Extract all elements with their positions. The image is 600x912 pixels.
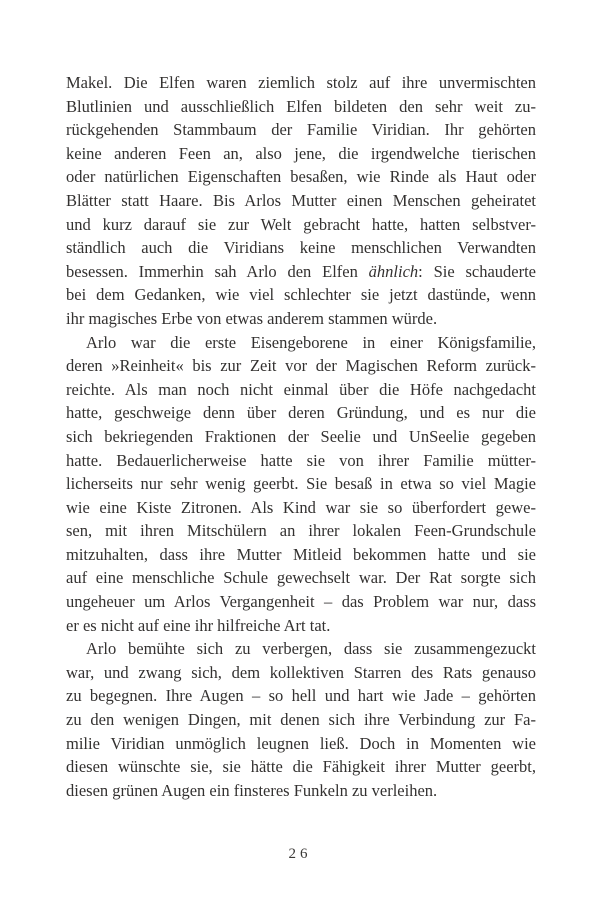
text-line: diesen wünschte sie, sie hätte die Fähigkeit ihrer Mutter geerbt, xyxy=(66,757,536,777)
text-line: diesen grünen Augen ein finsteres Funkeln zu verleihen. xyxy=(66,780,438,800)
text-line: oder natürlichen Eigenschaften besaßen, wie Rinde als Haut oder xyxy=(66,167,536,187)
text-block xyxy=(66,71,536,802)
paragraph xyxy=(66,331,536,638)
text-line: sich bekriegenden Fraktionen der Seelie und UnSeelie gegeben xyxy=(66,426,536,446)
text-line: bei dem Gedanken, wie viel schlechter sie jetzt dastünde, wenn xyxy=(66,285,536,305)
text-line: hatte. Bedauerlicherweise hatte sie von ihrer Familie mütter- xyxy=(66,450,536,470)
text-line: wie eine Kiste Zitronen. Als Kind war sie so überfordert gewe- xyxy=(66,497,536,517)
text-line: ständlich auch die Viridians keine menschlichen Verwandten xyxy=(66,238,536,258)
paragraph xyxy=(66,71,536,331)
text-line: Arlo war die erste Eisengeborene in einer Königsfamilie, xyxy=(86,332,536,352)
text-line: auf eine menschliche Schule gewechselt war. Der Rat sorgte sich xyxy=(66,568,536,588)
text-line: und kurz darauf sie zur Welt gebracht hatte, hatten selbstver- xyxy=(66,214,536,234)
page-number: 26 xyxy=(288,846,312,862)
text-line: war, und zwang sich, dem kollektiven Starren des Rats genauso xyxy=(66,662,536,682)
text-line: hatte, geschweige denn über deren Gründung, und es nur die xyxy=(66,403,536,423)
text-line: Arlo bemühte sich zu verbergen, dass sie zusammengezuckt xyxy=(86,639,536,659)
text-line: er es nicht auf eine ihr hilfreiche Art tat. xyxy=(66,615,331,635)
text-line: mitzuhalten, dass ihre Mutter Mitleid bekommen hatte und sie xyxy=(66,544,536,564)
text-line: besessen. Immerhin sah Arlo den Elfen ähnlich: Sie schauderte xyxy=(66,261,537,281)
text-line: zu den wenigen Dingen, mit denen sich ihre Verbindung zur Fa- xyxy=(66,710,536,730)
paragraph xyxy=(66,637,536,802)
text-line: Blätter statt Haare. Bis Arlos Mutter einen Menschen geheiratet xyxy=(66,190,536,210)
text-line: deren »Reinheit« bis zur Zeit vor der Magischen Reform zurück- xyxy=(66,356,536,376)
text-line: reichte. Als man noch nicht einmal über die Höfe nachgedacht xyxy=(66,379,536,399)
text-line: keine anderen Feen an, also jene, die irgendwelche tierischen xyxy=(66,143,536,163)
text-line: rückgehenden Stammbaum der Familie Viridian. Ihr gehörten xyxy=(66,120,536,140)
text-line: Makel. Die Elfen waren ziemlich stolz auf ihre unvermischten xyxy=(66,73,536,92)
text-line: licherseits nur sehr wenig geerbt. Sie besaß in etwa so viel Magie xyxy=(66,474,536,494)
text-line: zu begegnen. Ihre Augen – so hell und hart wie Jade – gehörten xyxy=(66,686,536,706)
text-line: sen, mit ihren Mitschülern an ihrer lokalen Feen-Grundschule xyxy=(66,521,536,541)
text-line: milie Viridian unmöglich leugnen ließ. Doch in Momenten wie xyxy=(66,733,536,753)
italic-text: ähnlich xyxy=(368,261,419,281)
text-line: ihr magisches Erbe von etwas anderem stammen würde. xyxy=(66,308,438,328)
text-line: Blutlinien und ausschließlich Elfen bildeten den sehr weit zu- xyxy=(66,96,536,116)
text-line: ungeheuer um Arlos Vergangenheit – das Problem war nur, dass xyxy=(66,592,536,612)
